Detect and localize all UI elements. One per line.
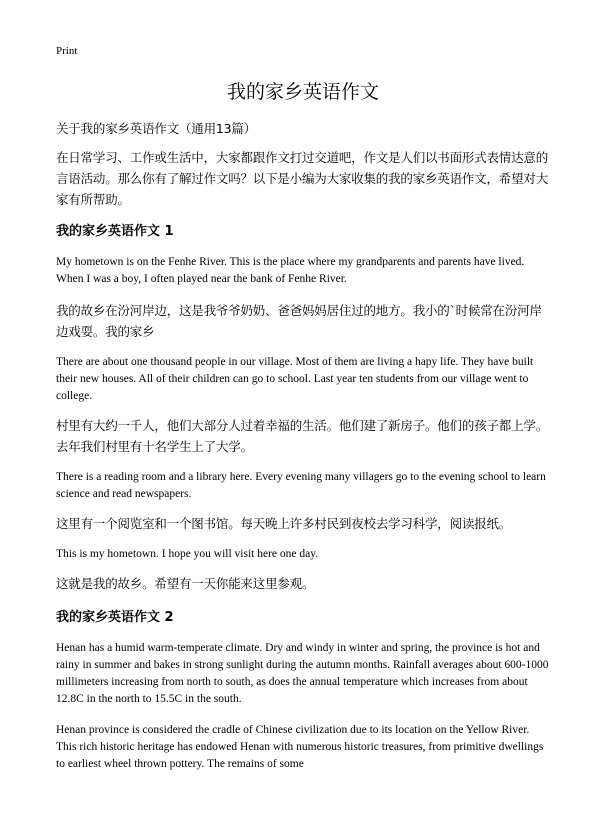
essay-section-2	[56, 608, 550, 773]
chinese-paragraph: 这里有一个阅览室和一个图书馆。每天晚上许多村民到夜校去学习科学，阅读报纸。	[56, 516, 512, 531]
intro-paragraph: 在日常学习、工作或生活中，大家都跟作文打过交道吧，作文是人们以书面形式表情达意的言语活动。那么你有了解过作文吗？以下是小编为大家收集的我的家乡英语作文，希望对大家有所帮助。	[56, 150, 549, 207]
section-heading: 我的家乡英语作文 1	[56, 224, 174, 239]
english-paragraph: There are about one thousand people in our village. Most of them are living a hapy life. They have built their new houses. All of their children can go to school. Last year ten students from our village went to college.	[56, 356, 534, 402]
document-subtitle: 关于我的家乡英语作文（通用13篇）	[56, 121, 257, 136]
chinese-paragraph: 我的故乡在汾河岸边，这是我爷爷奶奶、爸爸妈妈居住过的地方。我小的`时候常在汾河岸边戏耍。我的家乡	[56, 303, 542, 339]
chinese-paragraph: 这就是我的故乡。希望有一天你能来这里参观。	[56, 576, 315, 591]
english-paragraph: This is my hometown. I hope you will visit here one day.	[56, 548, 319, 560]
document-page	[56, 44, 550, 773]
print-label: Print	[56, 45, 78, 57]
essay-section-1	[56, 222, 550, 594]
chinese-paragraph: 村里有大约一千人，他们大部分人过着幸福的生活。他们建了新房子。他们的孩子都上学。去年我们村里有十名学生上了大学。	[56, 418, 549, 454]
english-paragraph: There is a reading room and a library here. Every evening many villagers go to the evening school to learn science and read newspapers.	[56, 471, 546, 500]
english-paragraph: Henan province is considered the cradle of Chinese civilization due to its location on the Yellow River. This rich historic heritage has endowed Henan with numerous historic treasures, from primitive dwellings to earliest wheel thrown pottery. The remains of some	[56, 724, 544, 770]
english-paragraph: My hometown is on the Fenhe River. This is the place where my grandparents and parents have lived. When I was a boy, I often played near the bank of Fenhe River.	[56, 256, 525, 285]
english-paragraph: Henan has a humid warm-temperate climate. Dry and windy in winter and spring, the province is hot and rainy in summer and bakes in strong sunlight during the autumn months. Rainfall averages about 600-1000 millimeters increasing from north to south, as does the annual temperature which increases from about 12.8C in the north to 15.5C in the south.	[56, 642, 549, 705]
document-title: 我的家乡英语作文	[226, 81, 379, 103]
section-heading: 我的家乡英语作文 2	[56, 610, 174, 625]
